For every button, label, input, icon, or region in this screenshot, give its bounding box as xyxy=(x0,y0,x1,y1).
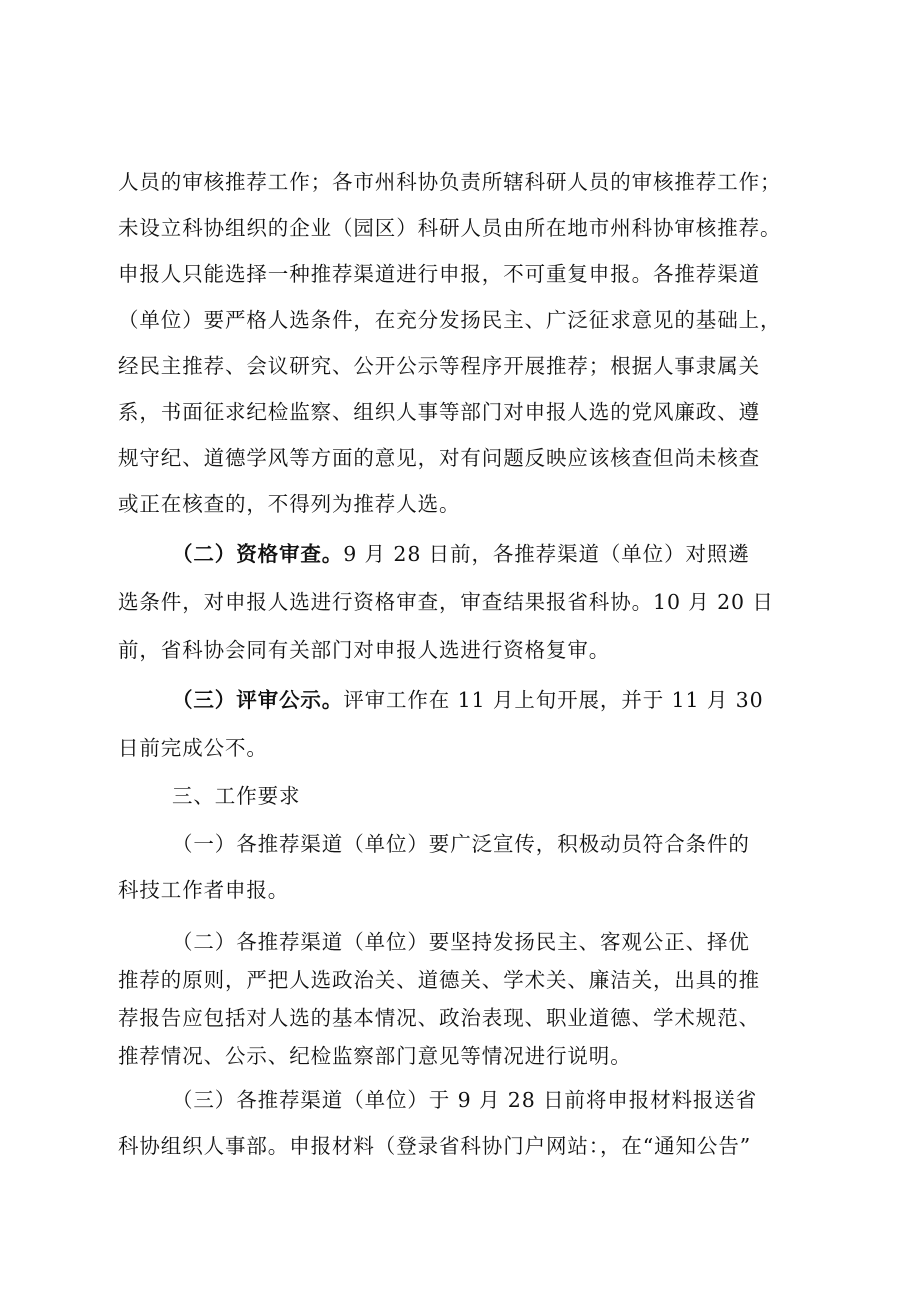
body-line: 未设立科协组织的企业（园区）科研人员由所在地市州科协审核推荐。 xyxy=(118,216,782,240)
section-title: 三、工作要求 xyxy=(172,784,301,808)
body-line: 选条件，对申报人选进行资格审查，审查结果报省科协。10 月 20 日 xyxy=(118,590,774,614)
body-line: 前，省科协会同有关部门对申报人选进行资格复审。 xyxy=(118,638,611,662)
review-paragraph-start xyxy=(172,686,764,714)
body-line: 科协组织人事部。申报材料（登录省科协门户网站：，在“通知公告” xyxy=(118,1134,752,1158)
body-line: 系，书面征求纪检监察、组织人事等部门对申报人选的党风廉政、遵 xyxy=(118,400,760,424)
body-line: 或正在核查的，不得列为推荐人选。 xyxy=(118,492,461,516)
body-line: （三）各推荐渠道（单位）于 9 月 28 日前将申报材料报送省 xyxy=(172,1088,758,1112)
body-line: （二）各推荐渠道（单位）要坚持发扬民主、客观公正、择优 xyxy=(172,930,750,954)
body-line: 科技工作者申报。 xyxy=(118,878,290,902)
review-text: 评审工作在 11 月上旬开展，并于 11 月 30 xyxy=(343,688,764,712)
body-line: 推荐情况、公示、纪检监察部门意见等情况进行说明。 xyxy=(118,1044,632,1068)
qualification-heading: （二）资格审查。 xyxy=(172,542,344,566)
body-line: 日前完成公不。 xyxy=(118,736,268,760)
qualification-paragraph-start xyxy=(172,540,750,568)
body-line: 规守纪、道德学风等方面的意见，对有问题反映应该核查但尚未核查 xyxy=(118,446,760,470)
body-line: 荐报告应包括对人选的基本情况、政治表现、职业道德、学术规范、 xyxy=(118,1006,760,1030)
body-line: 经民主推荐、会议研究、公开公示等程序开展推荐；根据人事隶属关 xyxy=(118,354,760,378)
body-line: 申报人只能选择一种推荐渠道进行申报，不可重复申报。各推荐渠道 xyxy=(118,262,760,286)
qualification-text: 9 月 28 日前，各推荐渠道（单位）对照遴 xyxy=(343,542,750,566)
body-line: （一）各推荐渠道（单位）要广泛宣传，积极动员符合条件的 xyxy=(172,832,750,856)
body-line: 人员的审核推荐工作；各市州科协负责所辖科研人员的审核推荐工作； xyxy=(118,170,782,194)
body-line: 推荐的原则，严把人选政治关、道德关、学术关、廉洁关，出具的推 xyxy=(118,968,760,992)
body-line: （单位）要严格人选条件，在充分发扬民主、广泛征求意见的基础上， xyxy=(118,308,782,332)
review-heading: （三）评审公示。 xyxy=(172,688,344,712)
